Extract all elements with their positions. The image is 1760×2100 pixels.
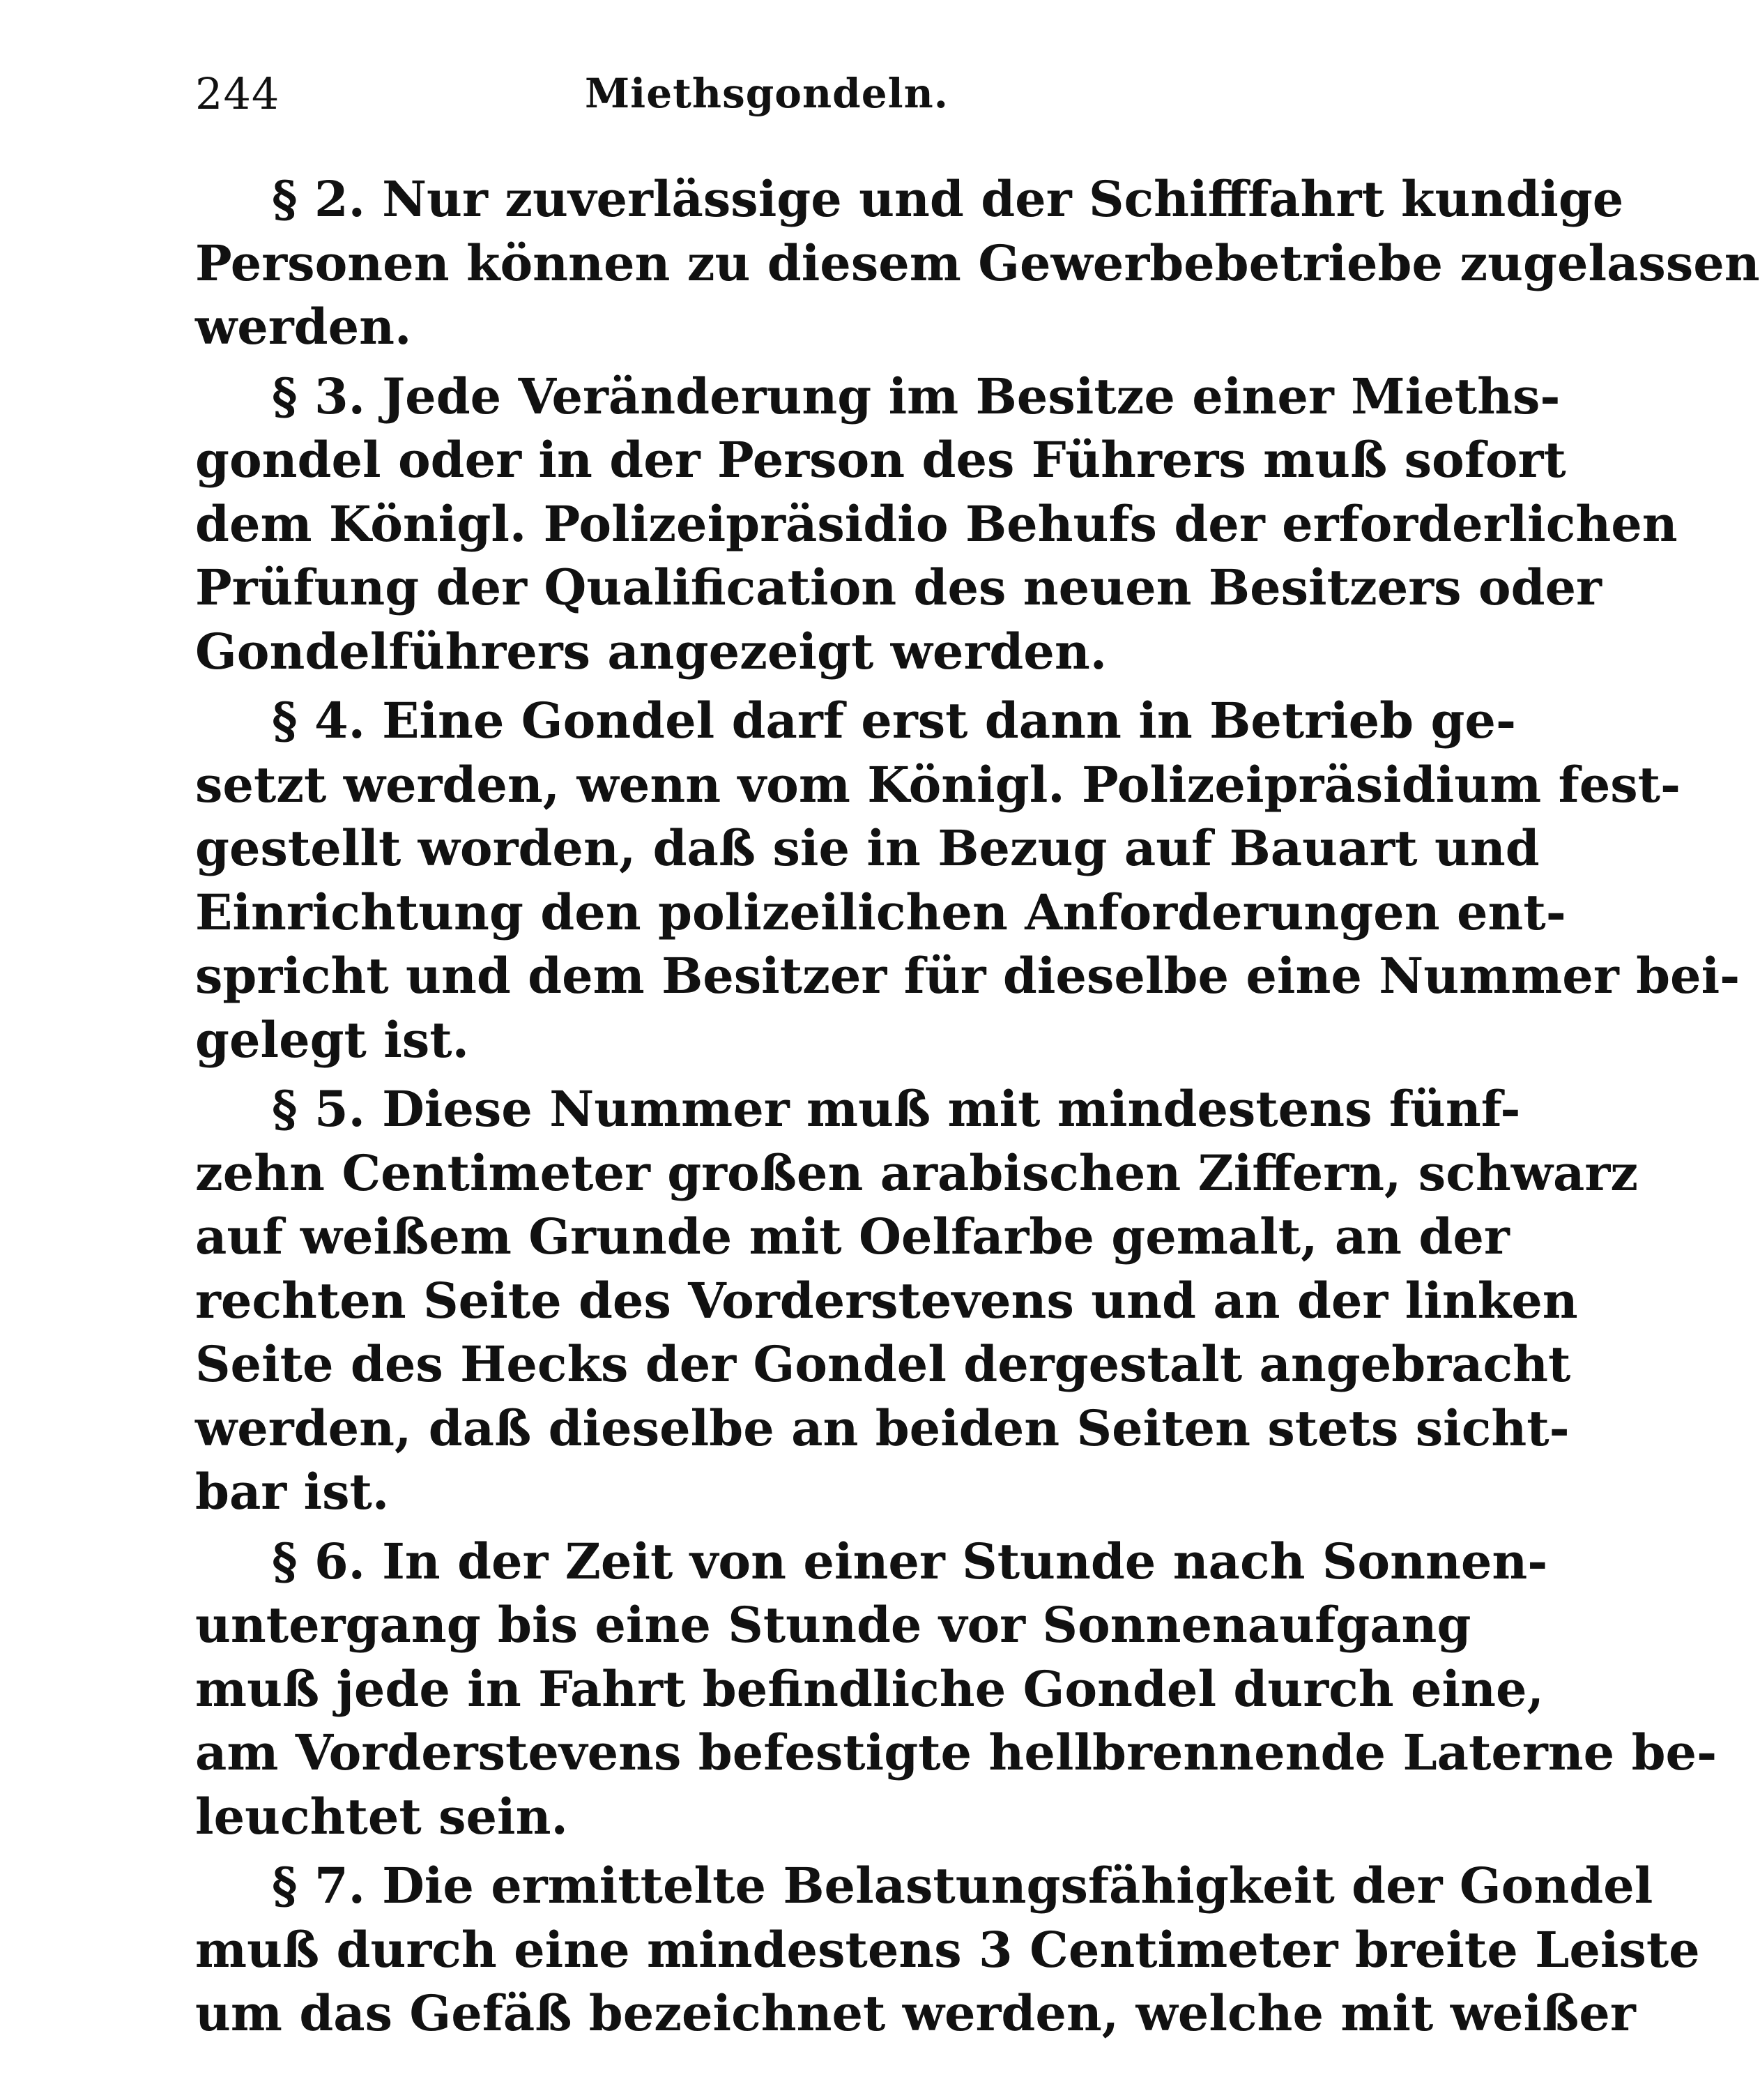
- text-line: § 5. Diese Nummer muß mit mindestens fünf-: [272, 1080, 1521, 1138]
- text-line: auf weißem Grunde mit Oelfarbe gemalt, an der: [195, 1208, 1510, 1265]
- text-line: am Vorderstevens befestigte hellbrennende Laterne be-: [195, 1724, 1717, 1781]
- text-line: dem Königl. Polizeipräsidio Behufs der erforderlichen: [195, 494, 1678, 553]
- page-number: 244: [195, 68, 280, 119]
- page-header: [195, 63, 1338, 139]
- text-line: untergang bis eine Stunde vor Sonnenaufgang: [195, 1596, 1471, 1654]
- book-page: [195, 63, 1760, 2051]
- text-line: § 4. Eine Gondel darf erst dann in Betrieb ge-: [272, 692, 1517, 750]
- text-line: gondel oder in der Person des Führers muß sofort: [195, 431, 1566, 489]
- text-line: muß durch eine mindestens 3 Centimeter breite Leiste: [195, 1920, 1700, 1979]
- paragraph-number: § 2.: [272, 170, 366, 228]
- text-line: § 2. Nur zuverlässige und der Schifffahrt kundige: [272, 170, 1624, 228]
- running-title: Miethsgondeln.: [584, 70, 949, 117]
- text-line: zehn Centimeter großen arabischen Ziffern, schwarz: [195, 1143, 1638, 1202]
- paragraph-7: [195, 1854, 1700, 2046]
- text-line: gelegt ist.: [195, 1010, 469, 1069]
- paragraph-4: [195, 689, 1740, 1072]
- text-line: § 3. Jede Veränderung im Besitze einer Mieths-: [272, 367, 1561, 425]
- paragraph-number: § 5.: [272, 1080, 366, 1138]
- text-line: bar ist.: [195, 1463, 390, 1521]
- paragraph-2: [195, 167, 1760, 359]
- text-line: spricht und dem Besitzer für dieselbe eine Nummer bei-: [195, 947, 1740, 1005]
- text-line: leuchtet sein.: [195, 1787, 568, 1846]
- paragraph-number: § 3.: [272, 367, 366, 425]
- text-line: werden, daß dieselbe an beiden Seiten stets sicht-: [195, 1399, 1570, 1457]
- paragraph-6: [195, 1530, 1717, 1849]
- text-line: § 7. Die ermittelte Belastungsfähigkeit der Gondel: [272, 1857, 1653, 1915]
- text-line: rechten Seite des Vorderstevens und an der linken: [195, 1271, 1578, 1330]
- text-line: Einrichtung den polizeilichen Anforderungen ent-: [195, 883, 1566, 941]
- text-line: Gondelführers angezeigt werden.: [195, 622, 1108, 680]
- paragraph-number: § 4.: [272, 692, 366, 750]
- paragraph-5: [195, 1077, 1638, 1524]
- text-line: § 6. In der Zeit von einer Stunde nach Sonnen-: [272, 1532, 1548, 1590]
- text-line: muß jede in Fahrt befindliche Gondel durch eine,: [195, 1659, 1544, 1718]
- body-text: [195, 167, 1760, 2046]
- text-line: setzt werden, wenn vom Königl. Polizeipräsidium fest-: [195, 755, 1681, 814]
- text-line: um das Gefäß bezeichnet werden, welche mit weißer: [195, 1984, 1636, 2042]
- paragraph-number: § 6.: [272, 1532, 366, 1590]
- paragraph-number: § 7.: [272, 1857, 366, 1915]
- text-line: gestellt worden, daß sie in Bezug auf Bauart und: [195, 819, 1540, 877]
- text-line: werden.: [195, 298, 412, 356]
- text-line: Prüfung der Qualification des neuen Besitzers oder: [195, 558, 1602, 616]
- text-line: Personen können zu diesem Gewerbebetriebe zugelassen: [195, 234, 1760, 292]
- paragraph-3: [195, 365, 1678, 684]
- text-line: Seite des Hecks der Gondel dergestalt angebracht: [195, 1335, 1571, 1393]
